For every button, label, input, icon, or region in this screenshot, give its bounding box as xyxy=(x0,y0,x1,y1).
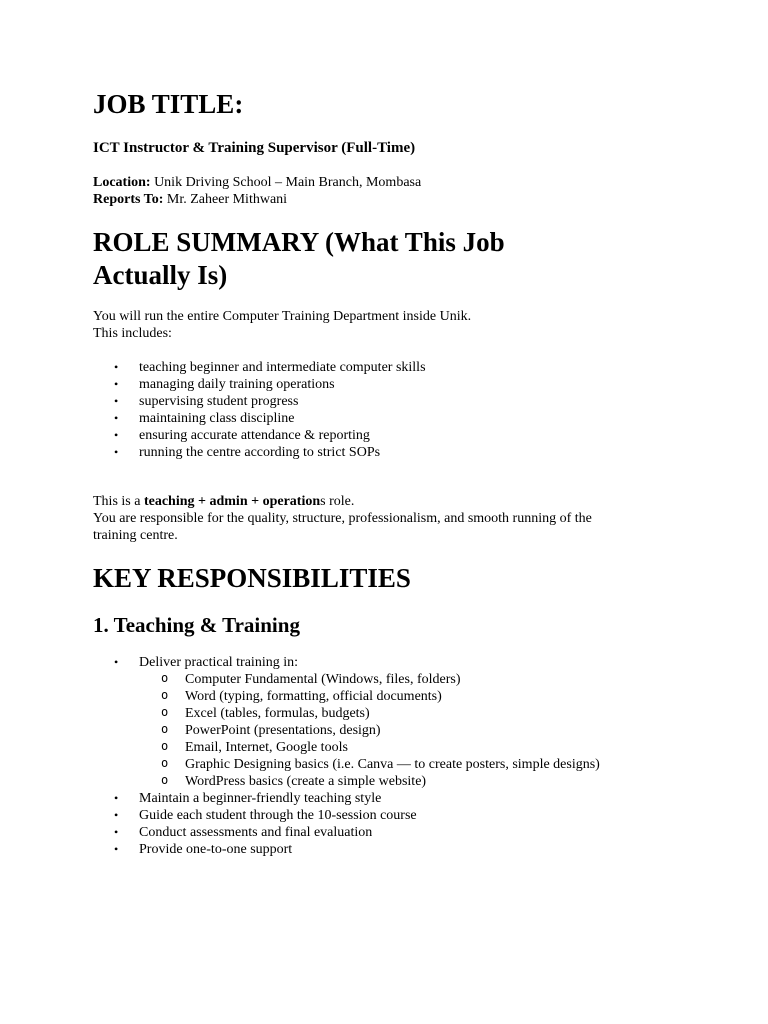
sub-list-item: o Word (typing, formatting, official documents) xyxy=(93,688,693,705)
section-1-heading: 1. Teaching & Training xyxy=(93,613,300,637)
list-item: • Conduct assessments and final evaluation xyxy=(93,824,693,841)
job-title-heading: JOB TITLE: xyxy=(93,89,244,119)
list-item xyxy=(93,654,693,671)
closing-line-2: You are responsible for the quality, structure, professionalism, and smooth running of the xyxy=(93,511,592,526)
reports-to-line xyxy=(93,191,421,208)
list-item: • supervising student progress xyxy=(93,393,673,410)
key-responsibilities-heading: KEY RESPONSIBILITIES xyxy=(93,563,411,593)
reports-to-value: Mr. Zaheer Mithwani xyxy=(166,192,288,207)
role-summary-list xyxy=(93,359,673,461)
location-value: Unik Driving School – Main Branch, Mombasa xyxy=(154,175,422,190)
sub-list-item: o Excel (tables, formulas, budgets) xyxy=(93,705,693,722)
job-details xyxy=(93,174,421,208)
list-item: • Provide one-to-one support xyxy=(93,841,693,858)
closing-line-3: training centre. xyxy=(93,528,178,543)
role-summary-closing xyxy=(93,493,673,544)
section-1-content xyxy=(93,654,693,858)
role-summary-heading xyxy=(93,226,505,292)
role-summary-intro xyxy=(93,308,471,342)
intro-line-2: This includes: xyxy=(93,326,172,341)
list-item: • ensuring accurate attendance & reporting xyxy=(93,427,673,444)
closing-bold: teaching + admin + operation xyxy=(143,494,321,509)
sub-list-item: o WordPress basics (create a simple website) xyxy=(93,773,693,790)
location-line xyxy=(93,174,421,191)
teaching-list-more xyxy=(93,790,693,858)
reports-to-label: Reports To: xyxy=(93,192,164,207)
training-subjects-list xyxy=(93,671,693,790)
list-item: • Maintain a beginner-friendly teaching style xyxy=(93,790,693,807)
list-item: • Guide each student through the 10-session course xyxy=(93,807,693,824)
deliver-intro: Deliver practical training in: xyxy=(139,655,298,670)
closing-suffix: s role. xyxy=(320,494,355,509)
sub-list-item: o PowerPoint (presentations, design) xyxy=(93,722,693,739)
list-item: • maintaining class discipline xyxy=(93,410,673,427)
list-item: • managing daily training operations xyxy=(93,376,673,393)
position-title: ICT Instructor & Training Supervisor (Full-Time) xyxy=(93,140,416,156)
teaching-list xyxy=(93,654,693,671)
sub-list-item: o Graphic Designing basics (i.e. Canva — to create posters, simple designs) xyxy=(93,756,693,773)
role-summary-heading-line1: ROLE SUMMARY (What This Job xyxy=(93,227,505,257)
intro-line-1: You will run the entire Computer Training Department inside Unik. xyxy=(93,309,472,324)
role-summary-heading-line2: Actually Is) xyxy=(93,260,228,290)
closing-line-1 xyxy=(93,493,673,510)
location-label: Location: xyxy=(93,175,151,190)
sub-list-item: o Computer Fundamental (Windows, files, folders) xyxy=(93,671,693,688)
list-item: • teaching beginner and intermediate computer skills xyxy=(93,359,673,376)
closing-prefix: This is a xyxy=(93,494,144,509)
sub-list-item: o Email, Internet, Google tools xyxy=(93,739,693,756)
list-item: • running the centre according to strict SOPs xyxy=(93,444,673,461)
